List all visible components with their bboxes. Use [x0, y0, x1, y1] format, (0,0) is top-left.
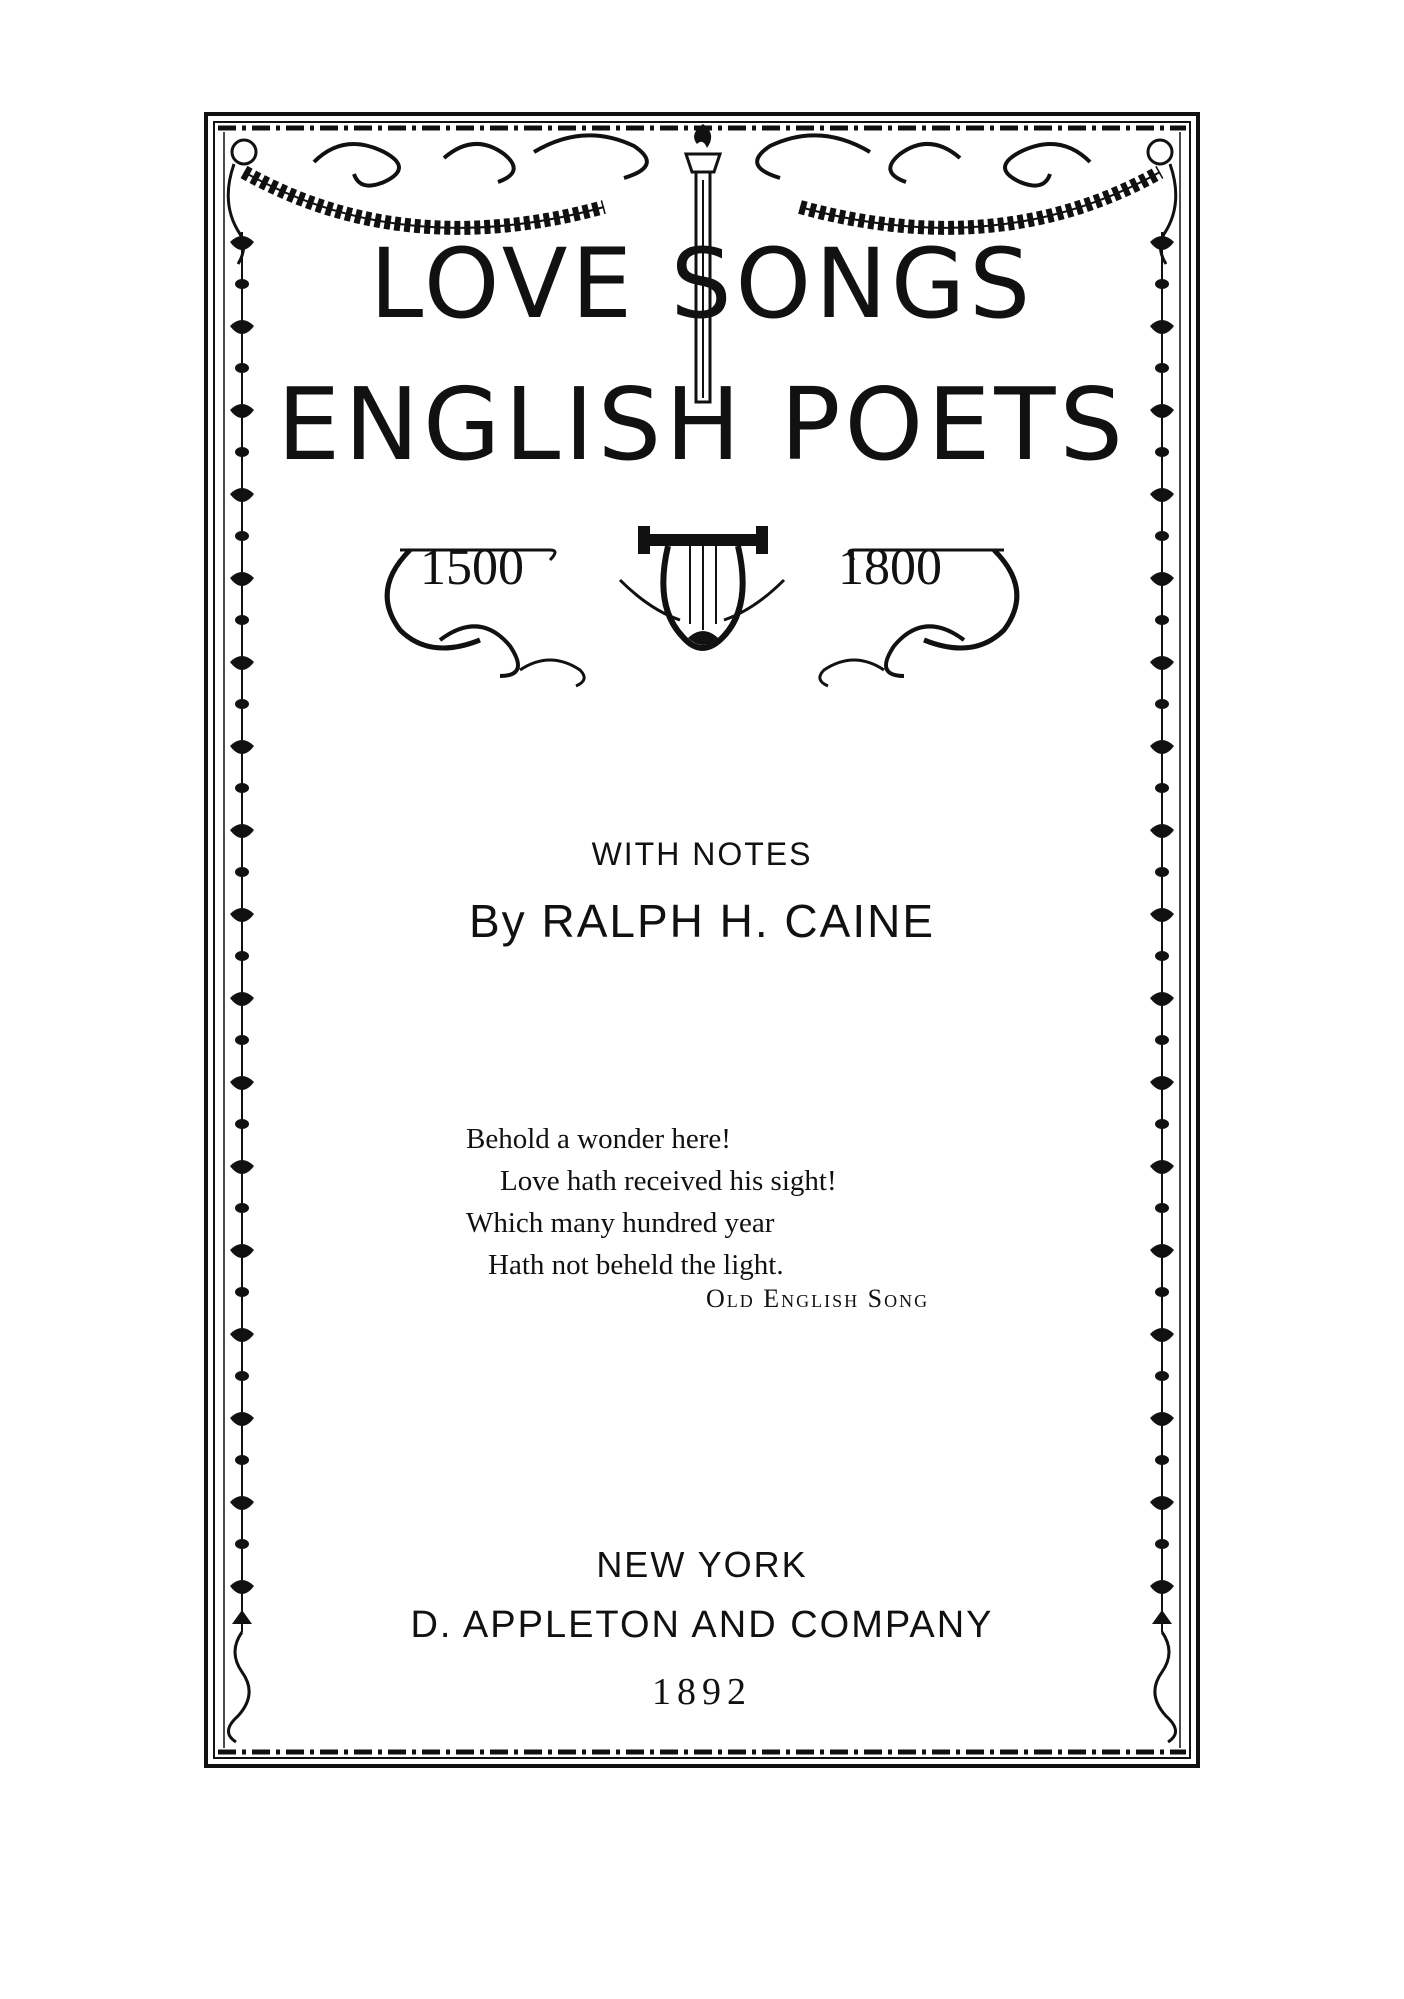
- year-end: 1800: [838, 539, 942, 596]
- title-line-2: ENGLISH POETS: [277, 366, 1127, 483]
- border-bead: [1155, 951, 1169, 961]
- border-bead: [1155, 1119, 1169, 1129]
- border-bead: [230, 740, 254, 754]
- border-bead: [235, 1455, 249, 1465]
- lyre-icon: [638, 520, 768, 670]
- title-line-1: LOVE SONGS: [369, 228, 1035, 340]
- border-bead: [235, 951, 249, 961]
- border-bead: [235, 783, 249, 793]
- border-bead: [1150, 656, 1174, 670]
- border-bead: [235, 1371, 249, 1381]
- imprint-city: NEW YORK: [596, 1544, 808, 1585]
- border-bead: [1150, 488, 1174, 502]
- border-bead: [230, 1412, 254, 1426]
- epigraph-line: Which many hundred year: [466, 1207, 775, 1239]
- border-bead: [1155, 1035, 1169, 1045]
- byline-author: RALPH H. CAINE: [541, 895, 935, 947]
- epigraph-line: Hath not beheld the light.: [488, 1249, 784, 1281]
- epigraph-line: Love hath received his sight!: [500, 1165, 837, 1197]
- border-bead: [1155, 699, 1169, 709]
- border-bead: [1155, 1455, 1169, 1465]
- border-bead: [1155, 531, 1169, 541]
- border-bead: [230, 656, 254, 670]
- border-bead: [1150, 1244, 1174, 1258]
- border-bead: [230, 1244, 254, 1258]
- border-bead: [1155, 615, 1169, 625]
- border-bead: [230, 1160, 254, 1174]
- border-bead: [235, 1203, 249, 1213]
- border-bead: [1155, 1371, 1169, 1381]
- epigraph-line: Behold a wonder here!: [466, 1123, 731, 1155]
- border-bead: [230, 992, 254, 1006]
- border-bead: [230, 1496, 254, 1510]
- border-bead: [1155, 1287, 1169, 1297]
- border-bead: [235, 615, 249, 625]
- border-bead: [235, 1119, 249, 1129]
- byline-prefix: By: [469, 895, 527, 947]
- year-start: 1500: [420, 539, 524, 596]
- border-bead: [230, 1076, 254, 1090]
- imprint-publisher: D. APPLETON AND COMPANY: [410, 1604, 994, 1646]
- border-bead: [235, 1287, 249, 1297]
- border-bead: [1150, 1160, 1174, 1174]
- border-bead: [230, 1328, 254, 1342]
- border-bead: [1150, 1076, 1174, 1090]
- byline: [0, 894, 1404, 948]
- border-bead: [235, 1035, 249, 1045]
- border-bead: [1150, 992, 1174, 1006]
- border-bead: [235, 699, 249, 709]
- notes-line: WITH NOTES: [591, 836, 813, 872]
- border-bead: [230, 488, 254, 502]
- border-bead: [1150, 572, 1174, 586]
- imprint-year: 1892: [652, 1671, 752, 1713]
- epigraph-attribution: Old English Song: [706, 1284, 930, 1313]
- border-bead: [1150, 740, 1174, 754]
- border-bead: [1150, 1496, 1174, 1510]
- border-bead: [1155, 1203, 1169, 1213]
- border-bead: [1150, 1328, 1174, 1342]
- border-bead: [230, 572, 254, 586]
- epigraph: [466, 1118, 837, 1286]
- border-bead: [235, 531, 249, 541]
- border-bead: [1155, 783, 1169, 793]
- border-bead: [1150, 1412, 1174, 1426]
